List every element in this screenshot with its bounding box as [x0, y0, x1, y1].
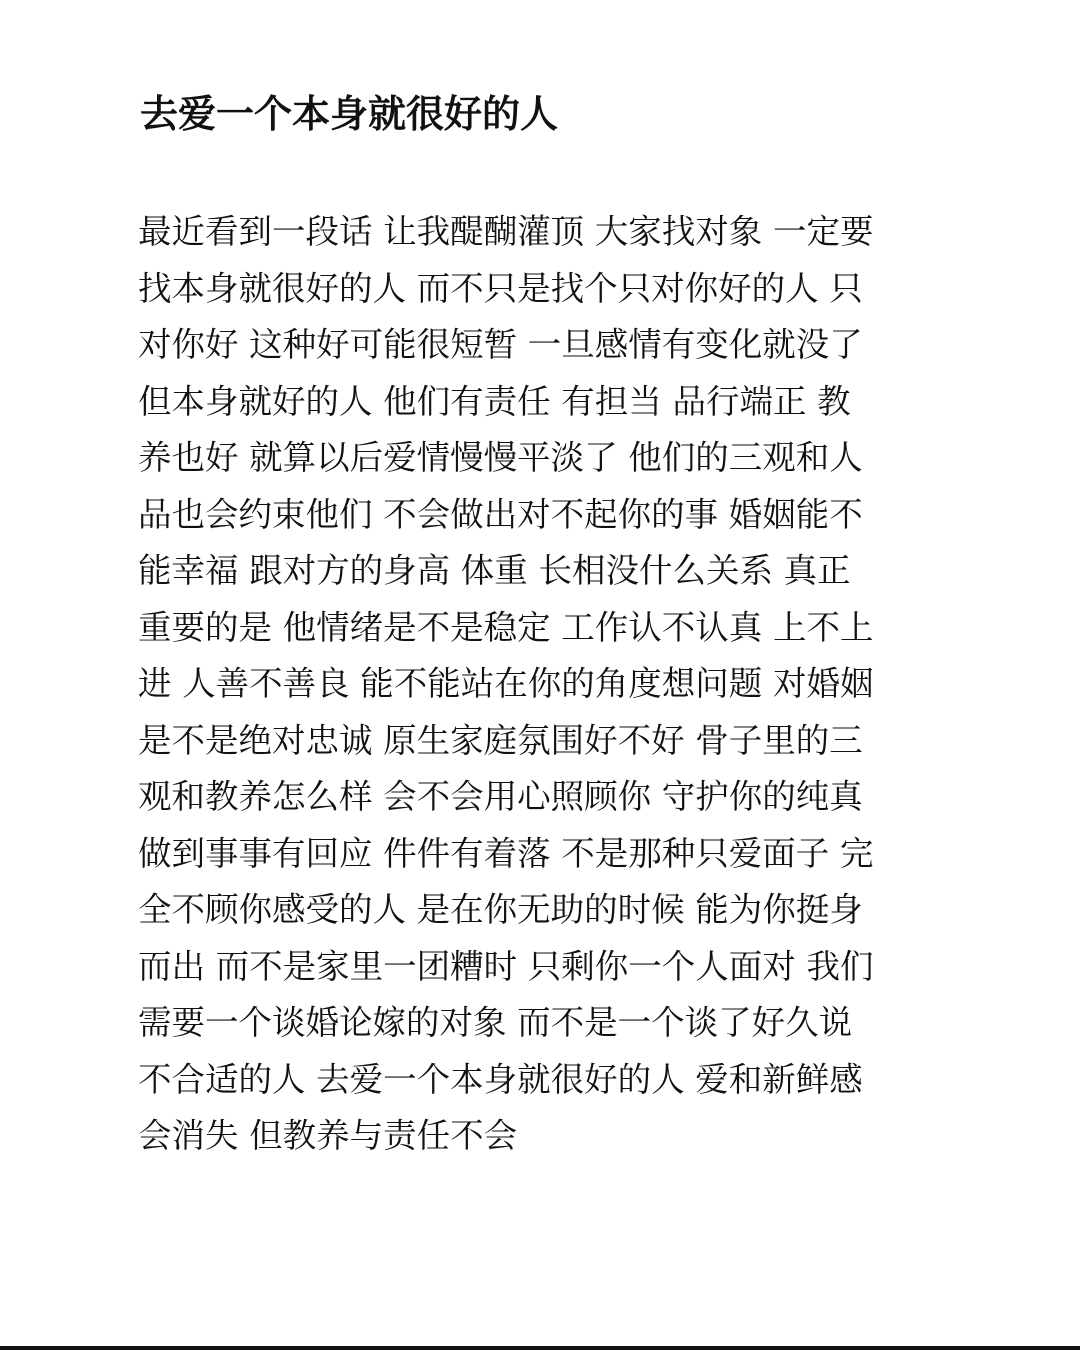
body-line: 观和教养怎么样 会不会用心照顾你 守护你的纯真 [138, 777, 863, 816]
page-title: 去爱一个本身就很好的人 [140, 92, 559, 136]
body-line: 全不顾你感受的人 是在你无助的时候 能为你挺身 [138, 890, 863, 929]
body-line: 但本身就好的人 他们有责任 有担当 品行端正 教 [138, 381, 851, 421]
body-line: 对你好 这种好可能很短暂 一旦感情有变化就没了 [138, 325, 863, 364]
body-line: 会消失 但教养与责任不会 [138, 1116, 518, 1155]
body-line: 能幸福 跟对方的身高 体重 长相没什么关系 真正 [138, 551, 851, 590]
body-line: 进 人善不善良 能不能站在你的角度想问题 对婚姻 [138, 664, 874, 703]
article-body [138, 204, 944, 1165]
body-line: 不合适的人 去爱一个本身就很好的人 爱和新鲜感 [138, 1059, 863, 1099]
body-line: 养也好 就算以后爱情慢慢平淡了 他们的三观和人 [138, 438, 863, 477]
body-line: 是不是绝对忠诚 原生家庭氛围好不好 骨子里的三 [138, 720, 863, 760]
body-line: 找本身就很好的人 而不只是找个只对你好的人 只 [138, 268, 863, 308]
body-line: 最近看到一段话 让我醍醐灌顶 大家找对象 一定要 [138, 212, 874, 251]
body-line: 品也会约束他们 不会做出对不起你的事 婚姻能不 [138, 494, 863, 534]
body-line: 而出 而不是家里一团糟时 只剩你一个人面对 我们 [138, 946, 874, 986]
bottom-divider [0, 1346, 1080, 1350]
body-line: 做到事事有回应 件件有着落 不是那种只爱面子 完 [138, 833, 874, 873]
body-line: 重要的是 他情绪是不是稳定 工作认不认真 上不上 [138, 607, 874, 647]
body-line: 需要一个谈婚论嫁的对象 而不是一个谈了好久说 [138, 1003, 853, 1042]
